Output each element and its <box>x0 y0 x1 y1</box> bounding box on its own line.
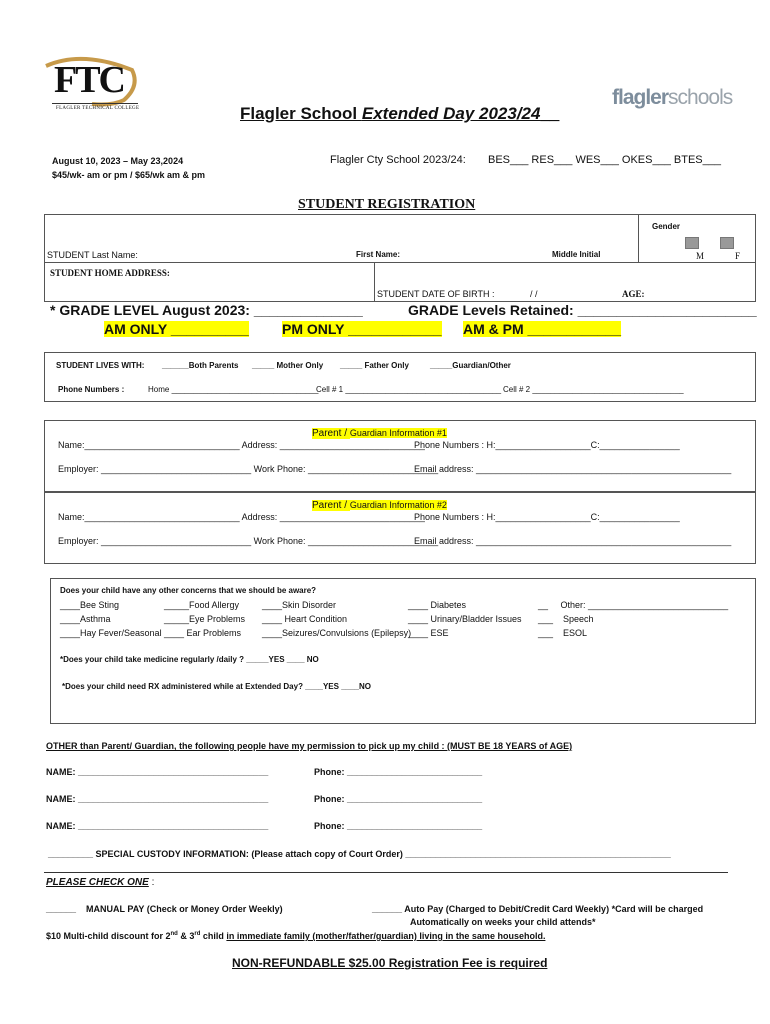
discount-c: child <box>200 931 227 941</box>
concern-diabetes: ____ Diabetes <box>408 600 467 610</box>
brand-schools: schools <box>668 86 733 109</box>
concern-heart-condition: ____ Heart Condition <box>262 614 348 624</box>
concern-hay-fever: ____Hay Fever/Seasonal <box>60 628 162 638</box>
gender-m-checkbox[interactable] <box>685 237 699 249</box>
college-name: FLAGLER TECHNICAL COLLEGE <box>56 106 140 111</box>
pickup-name-3: NAME: ______________________________________ <box>46 821 269 831</box>
first-name-label: First Name: <box>356 250 401 259</box>
check-one-colon: : <box>148 877 155 888</box>
pickup-name-1: NAME: ______________________________________ <box>46 767 269 777</box>
manual-pay-option: ______ MANUAL PAY (Check or Money Order Weekly) <box>46 904 283 914</box>
parent2-phone: Phone Numbers : H:___________________C:________________ <box>414 512 680 522</box>
multi-child-discount <box>46 931 545 941</box>
title-part2: Extended Day 2023/24 <box>361 104 541 123</box>
last-name-label: STUDENT Last Name: <box>47 250 138 260</box>
gender-label: Gender <box>652 222 681 231</box>
parent1-title-a: Parent / <box>312 428 350 439</box>
lives-father-only: _____ Father Only <box>340 361 409 370</box>
concern-seizures: ____Seizures/Convulsions (Epilepsy) <box>262 628 412 638</box>
gender-f-label: F <box>735 251 741 261</box>
parent2-title <box>312 500 447 511</box>
lives-mother-only: _____ Mother Only <box>252 361 324 370</box>
dob-slashes: / / <box>530 289 538 299</box>
parent1-title <box>312 428 447 439</box>
concern-asthma: ____Asthma <box>60 614 111 624</box>
parent2-name-address: Name:_______________________________ Address: _____________________________ <box>58 512 425 522</box>
lives-with-label: STUDENT LIVES WITH: <box>56 361 145 370</box>
lives-with-box <box>44 352 756 402</box>
grade-retained: GRADE Levels Retained: _______________________ <box>408 302 757 318</box>
parent1-email: Email address: ___________________________________________________ <box>414 464 732 474</box>
medicine-question: *Does your child take medicine regularly /daily ? _____YES ____ NO <box>60 655 319 664</box>
pickup-heading: OTHER than Parent/ Guardian, the following people have my permission to pick up my child : (MUST BE 18 YEARS of AGE) <box>46 741 573 751</box>
parent1-phone: Phone Numbers : H:___________________C:________________ <box>414 440 680 450</box>
phone-home: Home _________________________________ <box>148 385 319 394</box>
discount-sup1: nd <box>170 931 178 937</box>
auto-pay-option: ______ Auto Pay (Charged to Debit/Credit Card Weekly) *Card will be charged <box>372 904 704 914</box>
age-label: AGE: <box>622 289 645 299</box>
ftc-letters: FTC <box>54 59 124 101</box>
concern-ese: ____ ESE <box>408 628 449 638</box>
concern-esol: ___ ESOL <box>538 628 588 638</box>
lives-guardian-other: _____Guardian/Other <box>430 361 511 370</box>
special-custody: _________ SPECIAL CUSTODY INFORMATION: (Please attach copy of Court Order) _____________________________________________________ <box>48 849 671 859</box>
ftc-logo <box>42 56 142 122</box>
pickup-phone-2: Phone: ___________________________ <box>314 794 483 804</box>
middle-initial-label: Middle Initial <box>552 250 601 259</box>
parent2-title-b: Guardian Information #2 <box>349 500 447 510</box>
city-schools-options: BES___ RES___ WES___ OKES___ BTES___ <box>488 154 721 166</box>
brand-flagler: flagler <box>612 86 669 109</box>
concerns-question: Does your child have any other concerns that we should be aware? <box>60 586 317 595</box>
pm-only-option: PM ONLY ____________ <box>282 321 442 337</box>
parent1-employer: Employer: ______________________________ Work Phone: __________________________ <box>58 464 439 474</box>
concern-skin-disorder: ____Skin Disorder <box>262 600 337 610</box>
flaglerschools-logo <box>612 86 732 110</box>
registration-header: STUDENT REGISTRATION <box>298 197 476 212</box>
title-part1: Flagler School <box>240 104 362 123</box>
concern-food-allergy: _____Food Allergy <box>164 600 240 610</box>
gender-m-label: M <box>696 251 705 261</box>
parent2-employer: Employer: ______________________________ Work Phone: __________________________ <box>58 536 439 546</box>
phone-cell2: Cell # 2 __________________________________ <box>503 385 684 394</box>
pickup-phone-1: Phone: ___________________________ <box>314 767 483 777</box>
page-title <box>240 104 559 124</box>
discount-b: & 3 <box>177 931 195 941</box>
registration-fee: NON-REFUNDABLE $25.00 Registration Fee is required <box>232 956 548 970</box>
concern-speech: ___ Speech <box>538 614 594 624</box>
am-pm-option: AM & PM ____________ <box>463 321 621 337</box>
home-address-label: STUDENT HOME ADDRESS: <box>50 268 170 278</box>
pickup-phone-3: Phone: ___________________________ <box>314 821 483 831</box>
parent2-email: Email address: ___________________________________________________ <box>414 536 732 546</box>
parent1-title-b: Guardian Information #1 <box>349 428 447 438</box>
pickup-name-2: NAME: ______________________________________ <box>46 794 269 804</box>
rx-question: *Does your child need RX administered while at Extended Day? ____YES ____NO <box>62 682 371 691</box>
lives-both-parents: ______Both Parents <box>162 361 239 370</box>
parent2-title-a: Parent / <box>312 500 350 511</box>
discount-d: in immediate family (mother/father/guardian) living in the same household. <box>226 931 546 941</box>
concern-urinary: ____ Urinary/Bladder Issues <box>408 614 522 624</box>
am-only-option: AM ONLY __________ <box>104 321 249 337</box>
parent1-name-address: Name:_______________________________ Address: _____________________________ <box>58 440 425 450</box>
concern-other: __ Other: ____________________________ <box>538 600 729 610</box>
phone-cell1: Cell # 1 ___________________________________ <box>316 385 502 394</box>
check-one-heading <box>46 877 154 888</box>
discount-a: $10 Multi-child discount for 2 <box>46 931 171 941</box>
program-dates: August 10, 2023 – May 23,2024 <box>52 156 184 166</box>
auto-pay-note: Automatically on weeks your child attends* <box>410 917 596 927</box>
discount-sup2: rd <box>194 931 201 937</box>
grade-level: * GRADE LEVEL August 2023: ______________ <box>50 302 363 318</box>
concern-bee-sting: ____Bee Sting <box>60 600 120 610</box>
gender-f-checkbox[interactable] <box>720 237 734 249</box>
check-one-label: PLEASE CHECK ONE <box>46 877 149 888</box>
title-underscores: __ <box>540 104 560 123</box>
divider-line <box>44 872 728 873</box>
phone-numbers-label: Phone Numbers : <box>58 385 125 394</box>
concern-ear-problems: ____ Ear Problems <box>164 628 242 638</box>
dob-label: STUDENT DATE OF BIRTH : <box>377 289 495 299</box>
program-rates: $45/wk- am or pm / $65/wk am & pm <box>52 170 206 180</box>
city-schools-label: Flagler Cty School 2023/24: <box>330 154 466 166</box>
concern-eye-problems: _____Eye Problems <box>164 614 246 624</box>
